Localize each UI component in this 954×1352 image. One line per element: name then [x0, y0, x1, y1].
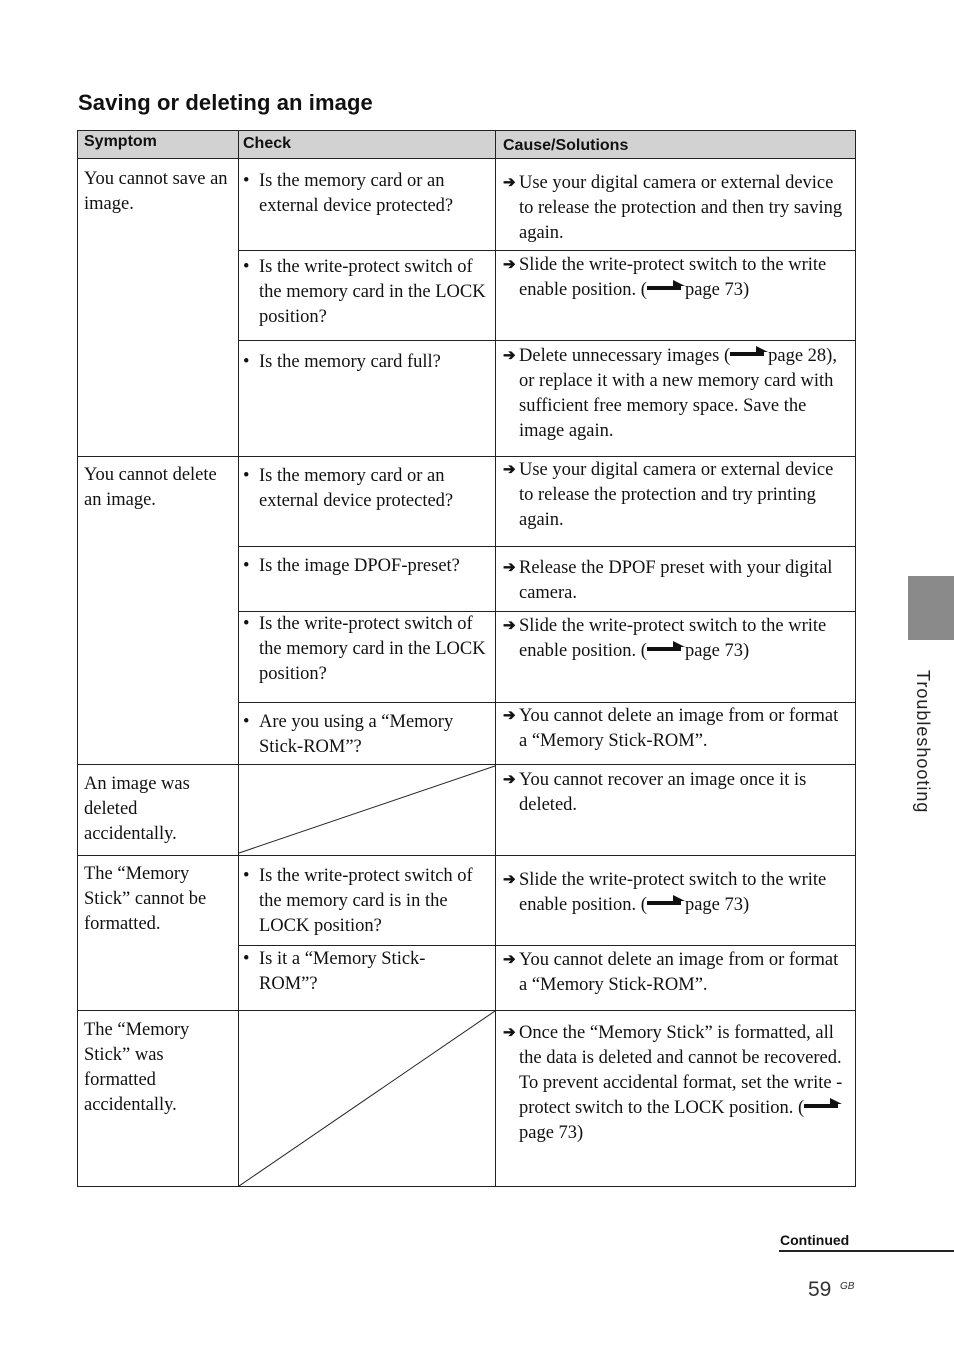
solution-cell: ➔ You cannot delete an image from or format a “Memory Stick-ROM”. — [503, 950, 839, 995]
solution-cell: ➔ Delete unnecessary images ( page 28), or replace it with a new memory card with sufficient free memory space. Save the image again. — [503, 346, 837, 441]
page-region-suffix: GB — [840, 1281, 855, 1292]
symptom-cell: The “Memory Stick” cannot be formatted. — [84, 864, 207, 934]
table-border — [77, 130, 78, 1187]
header-check: Check — [243, 135, 292, 152]
page-reference-arrow-icon — [730, 349, 768, 359]
check-cell: • Is it a “Memory Stick-ROM”? — [243, 949, 426, 994]
column-divider — [495, 130, 496, 1187]
check-cell: • Is the memory card full? — [243, 352, 441, 372]
page-reference-arrow-icon — [647, 898, 685, 908]
chapter-tab — [908, 576, 954, 640]
symptom-cell: The “Memory Stick” was formatted accidentally. — [84, 1020, 190, 1115]
solution-cell: ➔ You cannot delete an image from or format a “Memory Stick-ROM”. — [503, 706, 839, 751]
row-divider — [78, 855, 855, 856]
solution-cell: ➔ Use your digital camera or external device to release the protection and try printing again. — [503, 460, 834, 530]
page-number: 59 — [808, 1278, 832, 1301]
solution-cell: ➔ You cannot recover an image once it is deleted. — [503, 770, 807, 815]
section-title: Saving or deleting an image — [78, 90, 373, 115]
page-reference-arrow-icon — [647, 283, 685, 293]
check-cell: • Is the memory card or an external device protected? — [243, 171, 454, 216]
symptom-cell: An image was deleted accidentally. — [84, 774, 190, 844]
header-symptom: Symptom — [84, 133, 157, 150]
row-divider — [239, 546, 855, 547]
table-border — [78, 158, 855, 159]
symptom-cell: You cannot save an image. — [84, 169, 228, 214]
continued-rule — [779, 1250, 954, 1252]
empty-cell-diagonal — [239, 1011, 495, 1186]
empty-cell-diagonal — [239, 765, 495, 855]
table-header-row — [78, 131, 855, 158]
header-solutions: Cause/Solutions — [503, 137, 629, 154]
check-cell: • Are you using a “Memory Stick-ROM”? — [243, 712, 454, 757]
table-border — [78, 130, 855, 131]
chapter-label: Troubleshooting — [913, 670, 933, 814]
check-cell: • Is the memory card or an external device protected? — [243, 466, 454, 511]
solution-cell: ➔ Use your digital camera or external device to release the protection and then try saving again. — [503, 173, 843, 243]
solution-cell: ➔ Slide the write-protect switch to the write enable position. ( page 73) — [503, 870, 827, 915]
check-cell: • Is the image DPOF-preset? — [243, 556, 460, 576]
solution-cell: ➔ Once the “Memory Stick” is formatted, all the data is deleted and cannot be recovered. To prevent accidental format, set the write - protect switch to the LOCK position. (page 73) — [503, 1023, 843, 1143]
row-divider — [239, 250, 855, 251]
page-reference-arrow-icon — [804, 1101, 842, 1111]
table-border — [855, 130, 856, 1187]
solution-cell: ➔ Slide the write-protect switch to the write enable position. ( page 73) — [503, 616, 827, 661]
solution-cell: ➔ Slide the write-protect switch to the write enable position. ( page 73) — [503, 255, 827, 300]
table-border — [78, 1186, 855, 1187]
row-divider — [239, 340, 855, 341]
check-cell: • Is the write-protect switch of the memory card in the LOCK position? — [243, 614, 486, 684]
check-cell: • Is the write-protect switch of the memory card in the LOCK position? — [243, 257, 486, 327]
row-divider — [78, 456, 855, 457]
row-divider — [239, 702, 855, 703]
row-divider — [239, 945, 855, 946]
solution-cell: ➔ Release the DPOF preset with your digital camera. — [503, 558, 833, 603]
page-reference-arrow-icon — [647, 644, 685, 654]
symptom-cell: You cannot delete an image. — [84, 465, 217, 510]
check-cell: • Is the write-protect switch of the memory card is in the LOCK position? — [243, 866, 473, 936]
continued-label: Continued — [780, 1232, 850, 1248]
